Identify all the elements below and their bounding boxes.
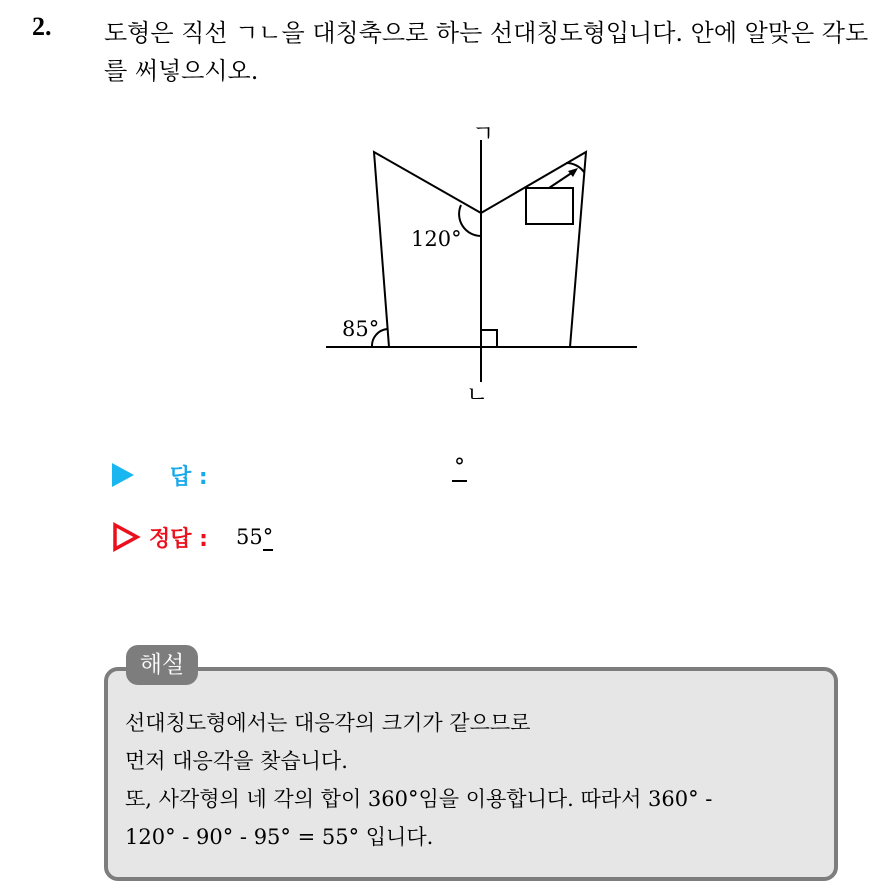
explanation-tab: 해설 <box>126 645 198 685</box>
angle-label-120: 120° <box>411 227 462 251</box>
answer-blank[interactable]: ° <box>454 455 465 480</box>
angle-arc-120 <box>459 205 481 236</box>
right-angle-mark <box>481 330 497 347</box>
axis-top-label: ㄱ <box>472 121 495 147</box>
correct-answer-value <box>236 525 273 549</box>
correct-answer-number: 55 <box>236 525 263 549</box>
question-number: 2. <box>32 12 52 41</box>
question-text: 도형은 직선 ㄱㄴ을 대칭축으로 하는 선대칭도형입니다. 안에 알맞은 각도를 써넣으시오. <box>104 19 869 85</box>
outline-arrow-icon <box>112 522 142 552</box>
axis-bottom-label: ㄴ <box>466 382 489 408</box>
correct-answer-label: 정답 : <box>149 527 208 552</box>
explanation-line: 먼저 대응각을 찾습니다. <box>125 749 348 773</box>
answer-box <box>526 188 573 224</box>
symmetric-figure-diagram <box>0 0 884 440</box>
explanation-line: 선대칭도형에서는 대응각의 크기가 같으므로 <box>125 711 531 735</box>
explanation-text <box>125 704 845 856</box>
answer-label: 답 : <box>170 465 208 490</box>
pointer-arrowhead <box>568 168 578 177</box>
correct-answer-unit: ° <box>262 525 274 549</box>
play-arrow-icon <box>112 463 134 487</box>
angle-label-85: 85° <box>342 317 380 341</box>
figure-right-outline <box>481 152 586 347</box>
explanation-line: 120° - 90° - 95° = 55° 입니다. <box>125 825 434 849</box>
explanation-line: 또, 사각형의 네 각의 합이 360°임을 이용합니다. 따라서 360° - <box>125 787 713 811</box>
